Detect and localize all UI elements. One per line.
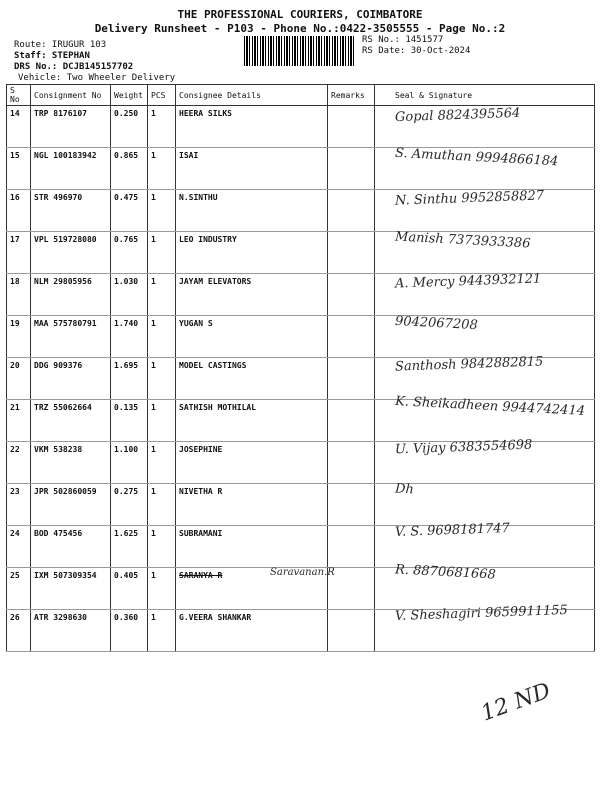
cell-consignment: JPR 502860059 xyxy=(31,484,111,526)
cell-remarks xyxy=(328,148,375,190)
cell-consignment: VKM 538238 xyxy=(31,442,111,484)
cell-consignee: MODEL CASTINGS xyxy=(176,358,328,400)
cell-sno: 25 xyxy=(7,568,31,610)
col-signature: Seal & Signature xyxy=(375,85,595,106)
cell-consignee: SARANYA R xyxy=(176,568,328,610)
cell-consignment: STR 496970 xyxy=(31,190,111,232)
cell-remarks xyxy=(328,190,375,232)
cell-remarks xyxy=(328,400,375,442)
cell-weight: 0.405 xyxy=(111,568,148,610)
cell-consignee: HEERA SILKS xyxy=(176,106,328,148)
cell-consignee: SATHISH MOTHILAL xyxy=(176,400,328,442)
route: Route: IRUGUR 103 xyxy=(14,40,107,50)
handwritten-signature: Dh xyxy=(394,481,415,497)
cell-weight: 0.765 xyxy=(111,232,148,274)
cell-pcs: 1 xyxy=(148,232,176,274)
cell-weight: 0.360 xyxy=(111,610,148,652)
cell-sno: 18 xyxy=(7,274,31,316)
runsheet-title: THE PROFESSIONAL COURIERS, COIMBATORE xyxy=(177,8,423,21)
col-consignee: Consignee Details xyxy=(176,85,328,106)
cell-weight: 0.135 xyxy=(111,400,148,442)
table-header xyxy=(7,85,595,106)
cell-sno: 19 xyxy=(7,316,31,358)
cell-weight: 1.695 xyxy=(111,358,148,400)
handwritten-signature: A. Mercy 9443932121 xyxy=(394,271,542,292)
handwritten-signature: N. Sinthu 9952858827 xyxy=(394,188,545,209)
cell-consignment: NGL 100183942 xyxy=(31,148,111,190)
handwritten-signature: U. Vijay 6383554698 xyxy=(394,437,533,458)
col-consignment: Consignment No xyxy=(31,85,111,106)
runsheet-subtitle: Delivery Runsheet - P103 - Phone No.:0422-3505555 - Page No.:2 xyxy=(94,22,506,35)
cell-remarks xyxy=(328,358,375,400)
col-pcs: PCS xyxy=(148,85,176,106)
cell-sno: 20 xyxy=(7,358,31,400)
cell-weight: 1.740 xyxy=(111,316,148,358)
cell-consignment: TRP 8176107 xyxy=(31,106,111,148)
cell-weight: 1.625 xyxy=(111,526,148,568)
cell-consignee: LEO INDUSTRY xyxy=(176,232,328,274)
col-remarks: Remarks xyxy=(328,85,375,106)
cell-sno: 14 xyxy=(7,106,31,148)
handwritten-signature: V. S. 9698181747 xyxy=(394,521,511,540)
cell-weight: 0.275 xyxy=(111,484,148,526)
cell-remarks xyxy=(328,610,375,652)
cell-consignment: NLM 29805956 xyxy=(31,274,111,316)
cell-sno: 17 xyxy=(7,232,31,274)
cell-consignee: YUGAN S xyxy=(176,316,328,358)
handwritten-consignee-note: Saravanan.R xyxy=(270,566,335,578)
rs-date: RS Date: 30-Oct-2024 xyxy=(362,46,471,56)
cell-consignee: ISAI xyxy=(176,148,328,190)
cell-consignment: DDG 909376 xyxy=(31,358,111,400)
cell-pcs: 1 xyxy=(148,610,176,652)
rs-number: RS No.: 1451577 xyxy=(362,35,444,45)
cell-sno: 24 xyxy=(7,526,31,568)
drs-number: DRS No.: DCJB145157702 xyxy=(14,62,134,72)
handwritten-signature: Gopal 8824395564 xyxy=(394,105,521,126)
cell-pcs: 1 xyxy=(148,190,176,232)
cell-weight: 1.100 xyxy=(111,442,148,484)
cell-pcs: 1 xyxy=(148,274,176,316)
cell-consignment: TRZ 55062664 xyxy=(31,400,111,442)
cell-remarks xyxy=(328,484,375,526)
cell-sno: 23 xyxy=(7,484,31,526)
cell-sno: 15 xyxy=(7,148,31,190)
vehicle: Vehicle: Two Wheeler Delivery xyxy=(18,73,176,83)
cell-remarks xyxy=(328,316,375,358)
cell-consignment: BOD 475456 xyxy=(31,526,111,568)
handwritten-signature: Santhosh 9842882815 xyxy=(394,354,544,375)
table-row xyxy=(7,316,595,358)
cell-remarks xyxy=(328,274,375,316)
cell-weight: 0.475 xyxy=(111,190,148,232)
handwritten-signature: V. Sheshagiri 9659911155 xyxy=(394,602,569,625)
barcode xyxy=(244,36,356,66)
cell-pcs: 1 xyxy=(148,148,176,190)
cell-consignee: NIVETHA R xyxy=(176,484,328,526)
handwritten-signature: R. 8870681668 xyxy=(394,561,497,583)
cell-pcs: 1 xyxy=(148,484,176,526)
cell-consignment: IXM 507309354 xyxy=(31,568,111,610)
cell-sno: 16 xyxy=(7,190,31,232)
cell-pcs: 1 xyxy=(148,106,176,148)
footer-note: 12 ND xyxy=(477,678,554,727)
cell-remarks xyxy=(328,526,375,568)
cell-consignee: G.VEERA SHANKAR xyxy=(176,610,328,652)
cell-weight: 0.865 xyxy=(111,148,148,190)
cell-consignment: ATR 3298630 xyxy=(31,610,111,652)
cell-remarks xyxy=(328,232,375,274)
staff: Staff: STEPHAN xyxy=(14,51,90,61)
cell-sno: 22 xyxy=(7,442,31,484)
table-row xyxy=(7,484,595,526)
cell-pcs: 1 xyxy=(148,442,176,484)
handwritten-signature: Manish 7373933386 xyxy=(394,228,531,252)
cell-consignment: MAA 575780791 xyxy=(31,316,111,358)
handwritten-signature: 9042067208 xyxy=(394,313,479,333)
cell-weight: 1.030 xyxy=(111,274,148,316)
handwritten-signature: S. Amuthan 9994866184 xyxy=(394,145,559,169)
cell-pcs: 1 xyxy=(148,358,176,400)
cell-sno: 26 xyxy=(7,610,31,652)
cell-consignee: N.SINTHU xyxy=(176,190,328,232)
cell-sno: 21 xyxy=(7,400,31,442)
cell-pcs: 1 xyxy=(148,316,176,358)
cell-pcs: 1 xyxy=(148,568,176,610)
cell-consignee: JAYAM ELEVATORS xyxy=(176,274,328,316)
cell-pcs: 1 xyxy=(148,400,176,442)
cell-pcs: 1 xyxy=(148,526,176,568)
cell-remarks xyxy=(328,106,375,148)
cell-remarks xyxy=(328,442,375,484)
cell-weight: 0.250 xyxy=(111,106,148,148)
cell-consignee: JOSEPHINE xyxy=(176,442,328,484)
col-sno: S No xyxy=(7,85,31,106)
cell-consignee: SUBRAMANI xyxy=(176,526,328,568)
handwritten-signature: K. Sheikadheen 9944742414 xyxy=(394,393,586,419)
col-weight: Weight xyxy=(111,85,148,106)
cell-consignment: VPL 519728080 xyxy=(31,232,111,274)
